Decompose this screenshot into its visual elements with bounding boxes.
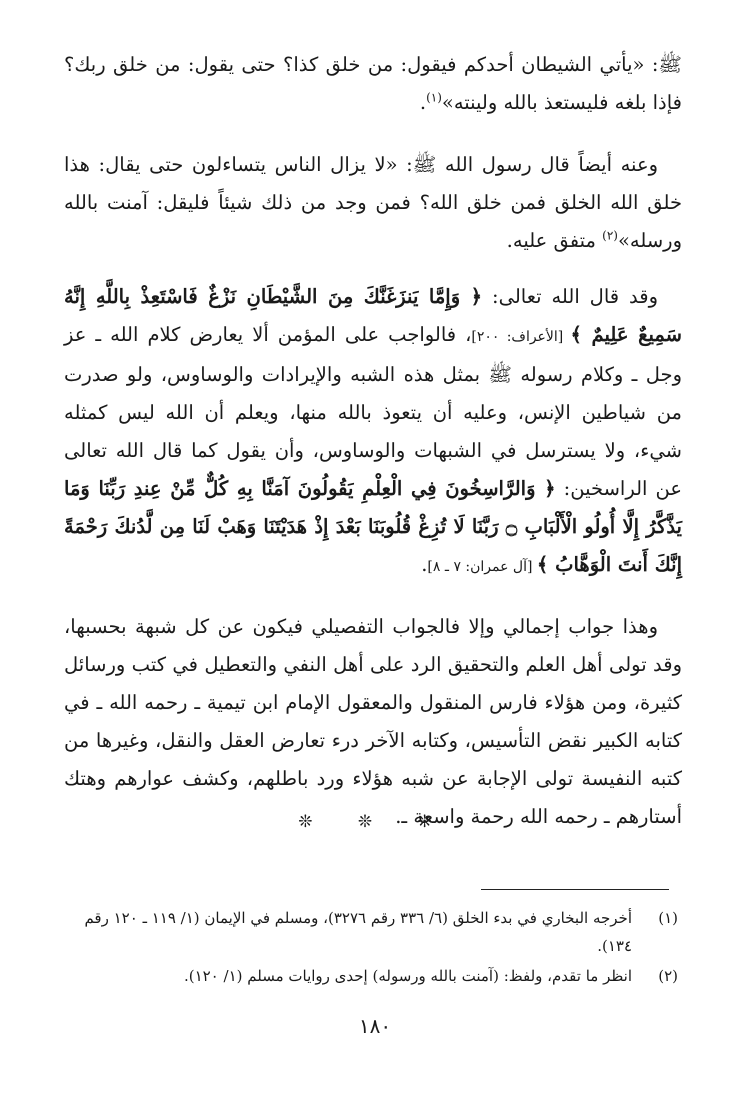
footnote-ref-2[interactable]: (٢) [602, 228, 618, 243]
footnotes [64, 904, 678, 992]
paragraph-1-text: ﷺ: «يأتي الشيطان أحدكم فيقول: من خلق كذا؟ حتى يقول: من خلق ربك؟ فإذا بلغه فليستعذ بالله ولينته» [64, 53, 682, 114]
section-separator: ❊ ❊ ❊ [298, 812, 452, 832]
verse-ref-araf: [الأعراف: ٢٠٠] [471, 329, 571, 345]
footnote-2-number: (٢) [658, 967, 678, 985]
footnote-1-text: أخرجه البخاري في بدء الخلق (٦/ ٣٣٦ رقم ٣٢٧٦)، ومسلم في الإيمان (١/ ١١٩ ـ ١٢٠ رقم ١٣٤). [84, 909, 632, 955]
page-number: ١٨٠ [358, 1014, 392, 1038]
footnote-1 [64, 904, 678, 960]
main-text [64, 46, 682, 836]
verse-ref-imran: [آل عمران: ٧ ـ ٨] [427, 559, 537, 575]
paragraph-2 [64, 146, 682, 260]
paragraph-2-end: متفق عليه. [506, 229, 603, 252]
footnote-1-number: (١) [658, 909, 678, 927]
paragraph-4: وهذا جواب إجمالي وإلا فالجواب التفصيلي فيكون عن كل شبهة بحسبها، وقد تولى أهل العلم والتحقيق الرد على أهل النفي والتعطيل في كتب ورسائل كثيرة، ومن هؤلاء فارس المنقول والمعقول الإمام ابن تيمية ـ رحمه الله ـ في كتابه الكبير نقض التأسيس، وكتابه الآخر درء تعارض العقل والنقل، وغيرها من كتبه النفيسة تولى الإجابة عن شبه هؤلاء ورد باطلهم، وكشف عوارهم وهتك أستارهم ـ رحمه الله رحمة واسعة ـ. [64, 615, 682, 828]
footnote-2-text: انظر ما تقدم، ولفظ: (آمنت بالله ورسوله) إحدى روايات مسلم (١/ ١٢٠). [183, 967, 632, 985]
paragraph-3 [64, 278, 682, 586]
paragraph-3-end: . [421, 553, 428, 576]
footnote-rule [481, 889, 669, 890]
footnote-2 [64, 962, 678, 990]
footnote-ref-1[interactable]: (١) [426, 90, 442, 105]
paragraph-1-end: . [419, 91, 427, 114]
paragraph-2-text: وعنه أيضاً قال رسول الله ﷺ: «لا يزال الناس يتساءلون حتى يقال: هذا خلق الله الخلق فمن خلق الله؟ فمن وجد من ذلك شيئاً فليقل: آمنت بالله ورسله» [64, 153, 682, 252]
paragraph-1 [64, 46, 682, 122]
quran-verse-imran: ﴿ وَالرَّاسِخُونَ فِي الْعِلْمِ يَقُولُونَ آمَنَّا بِهِ كُلٌّ مِّنْ عِندِ رَبِّنَا وَمَا يَذَّكَّرُ إِلَّا أُولُو الْأَلْبَابِ ۝ رَبَّنَا لَا تُزِغْ قُلُوبَنَا بَعْدَ إِذْ هَدَيْتَنَا وَهَبْ لَنَا مِن لَّدُنكَ رَحْمَةً إِنَّكَ أَنتَ الْوَهَّابُ ﴾ [64, 477, 682, 576]
paragraph-3-intro: وقد قال الله تعالى: [482, 285, 658, 308]
quran-verse-araf: ﴿ وَإِمَّا يَنزَغَنَّكَ مِنَ الشَّيْطَانِ نَزْغٌ فَاسْتَعِذْ بِاللَّهِ إِنَّهُ سَمِيعٌ عَلِيمٌ ﴾ [64, 285, 682, 346]
paragraph-3-body: ، فالواجب على المؤمن ألا يعارض كلام الله ـ عز وجل ـ وكلام رسوله ﷺ بمثل هذه الشبه والإيرادات والوساوس، ولو صدرت من شياطين الإنس، وعليه أن يتعوذ بالله منها، ويعلم أن الله ليس كمثله شيء، ولا يسترسل في الشبهات والوساوس، وأن يقول كما قال الله تعالى عن الراسخين: [64, 323, 682, 500]
